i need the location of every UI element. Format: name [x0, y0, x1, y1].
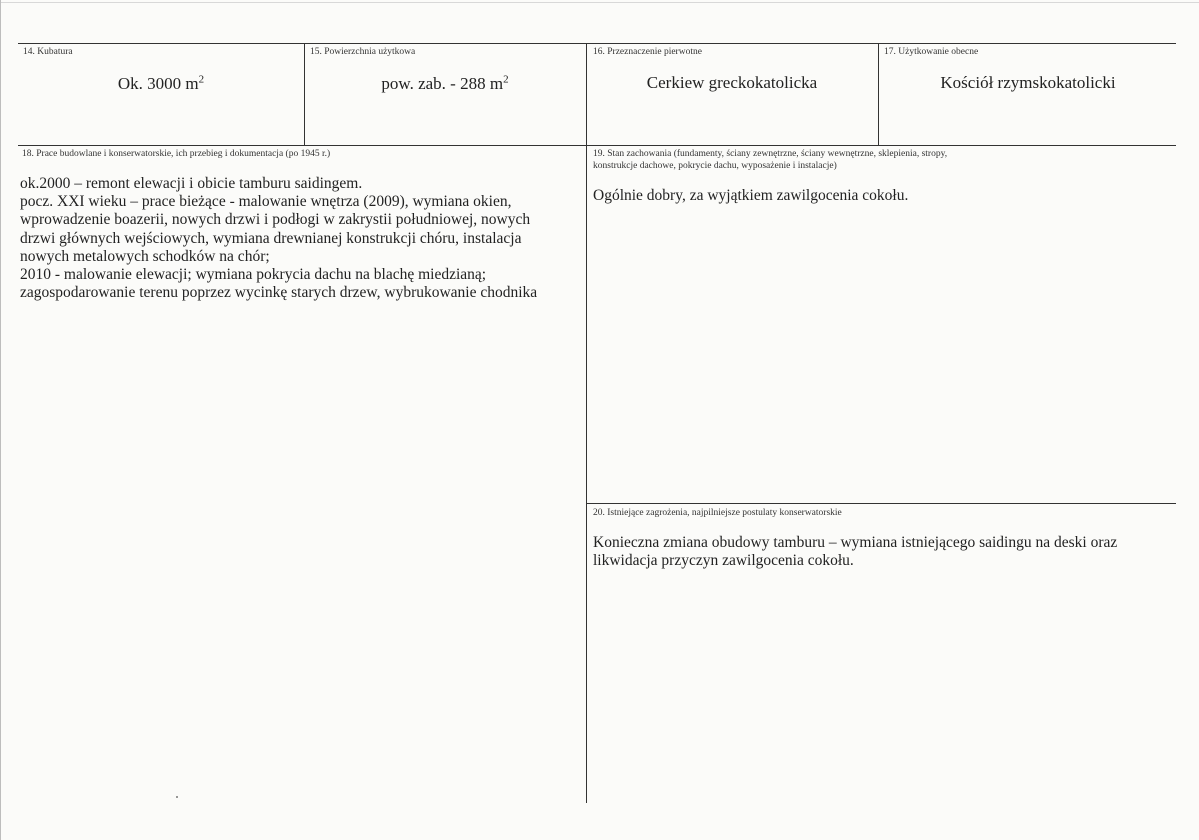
field-19-label-line1: 19. Stan zachowania (fundamenty, ściany zewnętrzne, ściany wewnętrzne, sklepienia, stropy,	[593, 149, 948, 159]
divider-14-15	[304, 43, 305, 145]
scan-edge-line	[0, 2, 1199, 3]
scan-speck	[176, 796, 178, 798]
field-18-line: 2010 - malowanie elewacji; wymiana pokrycia dachu na blachę miedzianą;	[20, 266, 487, 284]
field-14-value-sup: 2	[198, 73, 205, 86]
field-18-line: nowych metalowych schodków na chór;	[20, 247, 270, 265]
field-16-label: 16. Przeznaczenie pierwotne	[593, 47, 702, 57]
field-19-text	[593, 187, 908, 205]
field-15-value-text: pow. zab. - 288 m	[381, 74, 504, 93]
field-18-line: zagospodarowanie terenu poprzez wycinkę starych drzew, wybrukowanie chodnika	[20, 284, 538, 302]
row-divider	[18, 145, 1176, 146]
field-20-label: 20. Istniejące zagrożenia, najpilniejsze postulaty konserwatorskie	[593, 508, 842, 518]
field-17-value: Kościół rzymskokatolicki	[940, 73, 1116, 92]
scan-edge-left	[0, 0, 1, 840]
right-column-divider	[586, 503, 1176, 504]
field-19-label-line2: konstrukcje dachowe, pokrycie dachu, wyposażenie i instalacje)	[593, 161, 837, 171]
field-20-line: likwidacja przyczyn zawilgocenia cokołu.	[593, 552, 854, 570]
field-20-line: Konieczna zmiana obudowy tamburu – wymiana istniejącego saidingu na deski oraz	[593, 534, 1118, 551]
field-18-line: pocz. XXI wieku – prace bieżące - malowanie wnętrza (2009), wymiana okien,	[20, 193, 512, 211]
field-15-label: 15. Powierzchnia użytkowa	[310, 47, 416, 57]
field-18-line: drzwi głównych wejściowych, wymiana drewnianej konstrukcji chóru, instalacja	[20, 229, 522, 247]
field-20-text	[593, 534, 1117, 570]
field-14-value	[18, 74, 304, 94]
field-18-line: ok.2000 – remont elewacji i obicie tamburu saidingem.	[20, 175, 363, 192]
field-14-value-text: Ok. 3000 m	[117, 74, 199, 93]
field-16-value: Cerkiew greckokatolicka	[646, 73, 818, 92]
field-19-label	[593, 148, 947, 172]
top-border	[18, 43, 1176, 44]
divider-15-16	[586, 43, 587, 803]
field-18-line: wprowadzenie boazerii, nowych drzwi i podłogi w zakrystii południowej, nowych	[20, 211, 531, 229]
field-15-value	[304, 74, 586, 94]
divider-16-17	[878, 43, 879, 145]
field-19-line: Ogólnie dobry, za wyjątkiem zawilgocenia cokołu.	[593, 187, 909, 204]
field-15-value-sup: 2	[503, 73, 509, 86]
field-17-label: 17. Użytkowanie obecne	[884, 47, 979, 57]
field-18-label: 18. Prace budowlane i konserwatorskie, ich przebieg i dokumentacja (po 1945 r.)	[22, 149, 331, 159]
field-18-text	[20, 175, 537, 302]
field-14-label: 14. Kubatura	[23, 47, 73, 57]
